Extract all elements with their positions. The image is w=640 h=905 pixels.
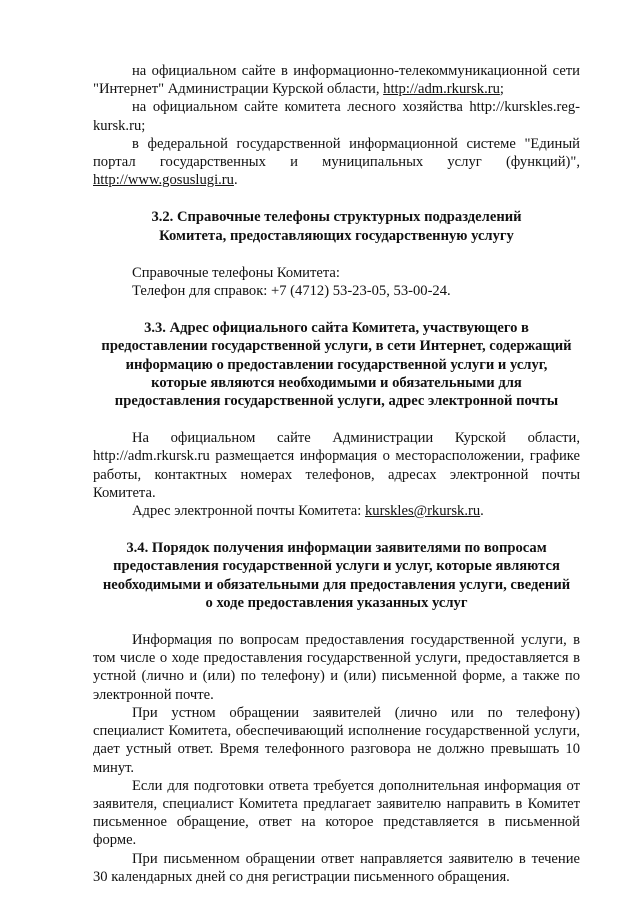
heading-line: предоставления государственной услуги и услуг, которые являются — [113, 558, 560, 575]
intro-text-end: ; — [499, 81, 504, 98]
heading-line: необходимыми и обязательными для предоставления услуги, сведений — [102, 576, 571, 593]
section-3-4-paragraph-4: При письменном обращении ответ направляется заявителю в течение 30 календарных дней со дня регистрации письменного обращения. — [93, 850, 580, 885]
email-end: . — [480, 503, 484, 520]
section-3-3-paragraph: На официальном сайте Администрации Курской области, http://adm.rkursk.ru размещается информация о месторасположении, графике работы, контактных номерах телефонов, адресах электронной почты Комитета. — [93, 430, 580, 501]
section-3-4-paragraph-2: При устном обращении заявителей (лично или по телефону) специалист Комитета, обеспечивающий исполнение государственной услуги, дает устный ответ. Время телефонного разговора не должно превышать 10 минут. — [93, 704, 580, 776]
intro-paragraph-gosuslugi — [93, 135, 580, 190]
section-3-4-paragraph-1: Информация по вопросам предоставления государственной услуги, в том числе о ходе предоставления государственной услуги, предоставляется в устной (лично и (или) по телефону) и (или) письменной форме, а также по электронной почте. — [93, 632, 580, 703]
email-link[interactable]: kurskles@rkursk.ru — [364, 503, 481, 520]
document-page — [93, 62, 580, 886]
heading-line: предоставления государственной услуги, адрес электронной почты — [114, 393, 559, 410]
intro-text: в федеральной государственной информационной системе "Единый портал государственных и муниципальных услуг (функций)", — [93, 135, 580, 171]
intro-text: на официальном сайте в информационно-телекоммуникационной сети "Интернет" Администрации Курской области, — [93, 63, 580, 98]
heading-line: которые являются необходимыми и обязательными для — [151, 374, 522, 391]
section-3-3-heading — [93, 319, 580, 410]
heading-line: 3.4. Порядок получения информации заявителями по вопросам — [126, 540, 547, 557]
section-3-2-paragraph: Справочные телефоны Комитета: — [132, 264, 340, 281]
intro-paragraph-adm-site — [93, 62, 580, 98]
intro-paragraph-committee-site: на официальном сайте комитета лесного хозяйства http://kurskles.reg-kursk.ru; — [93, 99, 580, 134]
section-3-4-paragraph-3: Если для подготовки ответа требуется дополнительная информация от заявителя, специалист Комитета предлагает заявителю направить в Комитет письменное обращение, ответ на которое представляется в письменной форме. — [93, 777, 580, 849]
email-label: Адрес электронной почты Комитета: — [132, 503, 365, 520]
section-3-4-heading — [93, 539, 580, 612]
adm-site-link[interactable]: http://adm.rkursk.ru — [383, 81, 500, 98]
heading-line: 3.2. Справочные телефоны структурных подразделений — [151, 209, 522, 226]
intro-text-end: . — [233, 172, 238, 189]
gosuslugi-link[interactable]: http://www.gosuslugi.ru — [93, 172, 234, 189]
heading-line: Комитета, предоставляющих государственную услугу — [159, 227, 514, 244]
section-3-2-heading — [93, 208, 580, 244]
section-3-3-email-paragraph — [93, 502, 580, 520]
heading-line: предоставлении государственной услуги, в сети Интернет, содержащий — [101, 338, 572, 355]
heading-line: информацию о предоставлении государственной услуги и услуг, — [125, 356, 548, 373]
section-3-2-phone-paragraph: Телефон для справок: +7 (4712) 53-23-05, 53-00-24. — [132, 283, 451, 300]
heading-line: о ходе предоставления указанных услуг — [205, 594, 468, 611]
heading-line: 3.3. Адрес официального сайта Комитета, участвующего в — [144, 320, 529, 337]
